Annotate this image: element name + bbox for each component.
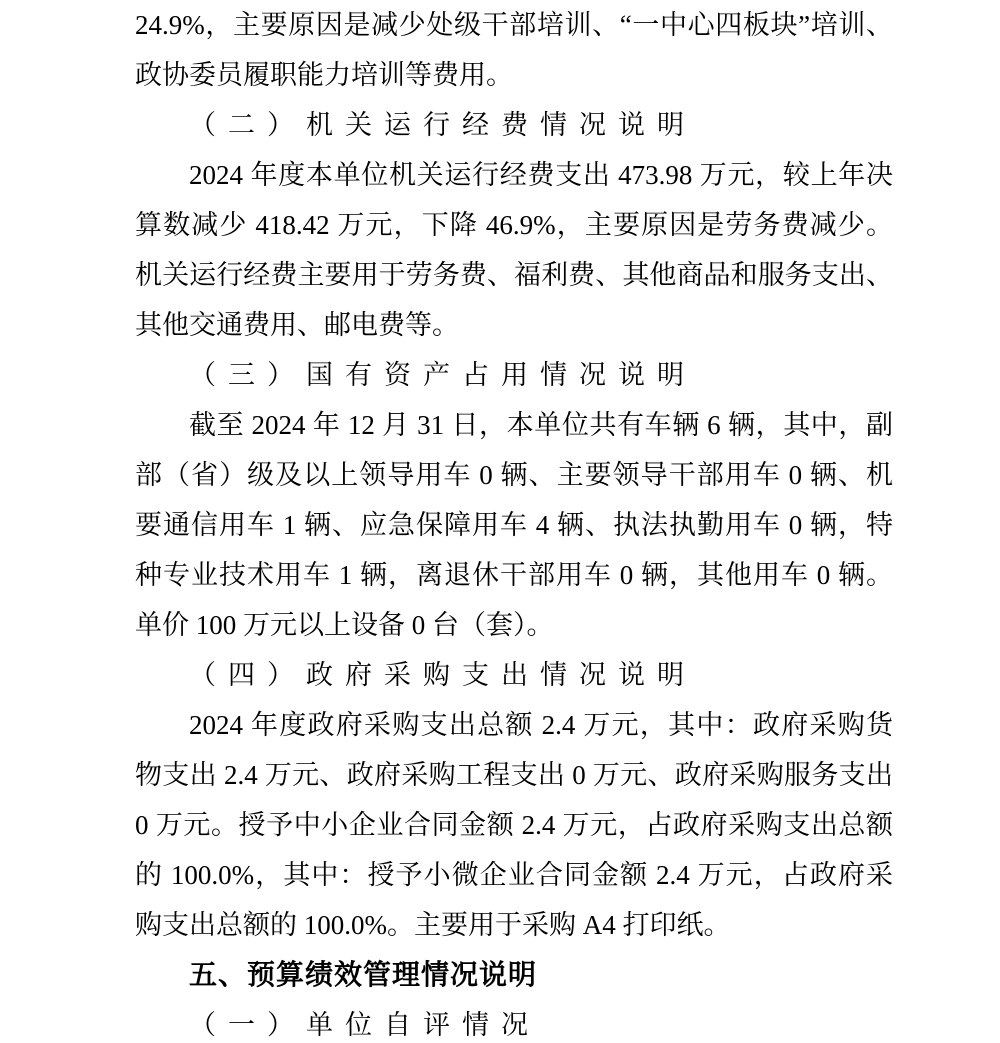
- section-heading-gov-procurement: （四）政府采购支出情况说明: [189, 660, 696, 690]
- body-line: 种专业技术用车 1 辆，离退休干部用车 0 辆，其他用车 0 辆。: [135, 560, 893, 590]
- body-line: 购支出总额的 100.0%。主要用于采购 A4 打印纸。: [135, 910, 731, 940]
- section-heading-state-assets: （三）国有资产占用情况说明: [189, 360, 696, 390]
- body-line: 0 万元。授予中小企业合同金额 2.4 万元，占政府采购支出总额: [135, 810, 893, 840]
- body-line: 单价 100 万元以上设备 0 台（套）。: [135, 610, 554, 640]
- body-line: 其他交通费用、邮电费等。: [135, 310, 459, 340]
- body-line: 2024 年度本单位机关运行经费支出 473.98 万元，较上年决: [189, 160, 893, 190]
- body-line: 物支出 2.4 万元、政府采购工程支出 0 万元、政府采购服务支出: [135, 760, 893, 790]
- body-line: 政协委员履职能力培训等费用。: [135, 60, 513, 90]
- body-line: 机关运行经费主要用于劳务费、福利费、其他商品和服务支出、: [135, 260, 893, 290]
- section-heading-self-evaluation: （一）单位自评情况: [189, 1010, 540, 1040]
- body-line: 要通信用车 1 辆、应急保障用车 4 辆、执法执勤用车 0 辆，特: [135, 510, 893, 540]
- body-line: 算数减少 418.42 万元，下降 46.9%，主要原因是劳务费减少。: [135, 210, 893, 240]
- body-line: 部（省）级及以上领导用车 0 辆、主要领导干部用车 0 辆、机: [135, 460, 893, 490]
- section-heading-org-operating: （二）机关运行经费情况说明: [189, 110, 696, 140]
- body-line: 的 100.0%，其中：授予小微企业合同金额 2.4 万元，占政府采: [135, 860, 893, 890]
- body-line: 截至 2024 年 12 月 31 日，本单位共有车辆 6 辆，其中，副: [189, 410, 893, 440]
- body-line: 2024 年度政府采购支出总额 2.4 万元，其中：政府采购货: [189, 710, 893, 740]
- document-text-block: [135, 0, 893, 1043]
- body-line: 24.9%，主要原因是减少处级干部培训、“一中心四板块”培训、: [135, 10, 893, 40]
- chapter-heading-budget-performance: 五、预算绩效管理情况说明: [189, 959, 538, 990]
